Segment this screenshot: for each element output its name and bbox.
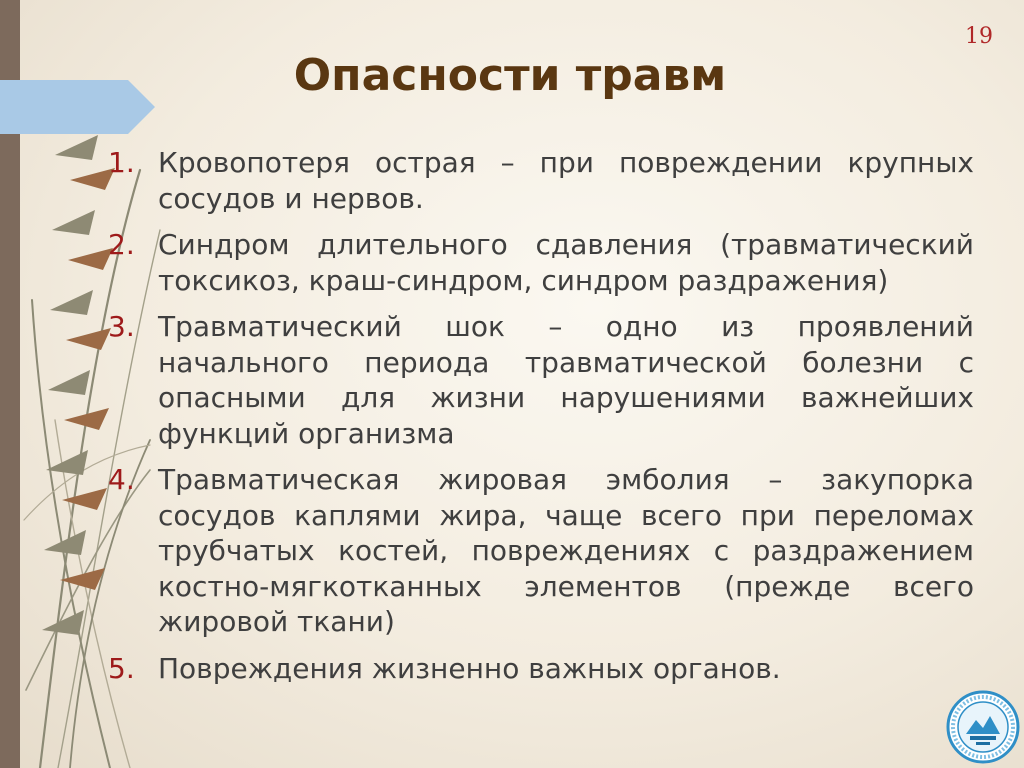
list-item-number: 1. <box>108 146 135 179</box>
list-item <box>108 227 974 298</box>
list-item <box>108 309 974 451</box>
slide-number: 19 <box>965 24 993 49</box>
list-item <box>108 651 974 687</box>
list-item-text: Синдром длительного сдавления (травматический токсикоз, краш-синдром, синдром раздражения) <box>158 228 974 297</box>
list-item-number: 5. <box>108 651 135 685</box>
arrow-tab-shape <box>0 80 155 134</box>
list-item-text: Кровопотеря острая – при повреждении крупных сосудов и нервов. <box>158 146 974 215</box>
list-item <box>108 462 974 640</box>
danger-list <box>108 145 974 697</box>
list-item-text: Травматическая жировая эмболия – закупорка сосудов каплями жира, чаще всего при переломах трубчатых костей, повреждениях с раздражением костно-мягкотканных элементов (прежде всего жировой ткани) <box>158 463 974 638</box>
list-item-number: 2. <box>108 228 135 261</box>
list-item-number: 3. <box>108 310 135 343</box>
list-item <box>108 145 974 216</box>
slide-title: Опасности травм <box>293 50 727 101</box>
list-item-text: Травматический шок – одно из проявлений начального периода травматической болезни с опасными для жизни нарушениями важнейших функций организма <box>158 310 974 450</box>
list-item-number: 4. <box>108 463 135 496</box>
university-seal-icon <box>946 690 1020 764</box>
list-item-text: Повреждения жизненно важных органов. <box>158 651 781 685</box>
